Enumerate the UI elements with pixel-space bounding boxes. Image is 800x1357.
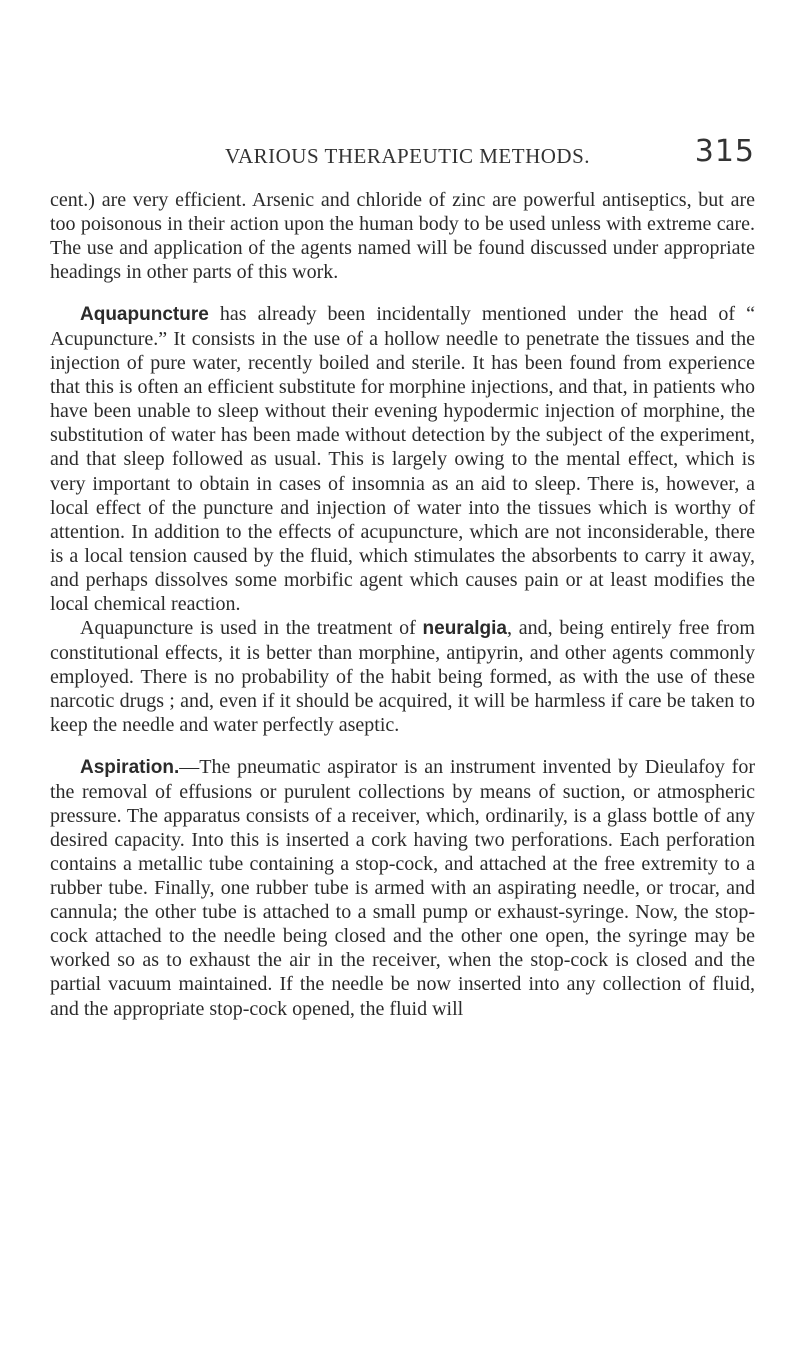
book-page	[50, 0, 755, 1357]
paragraph-text: —The pneumatic aspirator is an instrument invented by Dieulafoy for the removal of effusions or purulent collections by means of suction, or atmospheric pressure. The apparatus consists of a receiver, which, ordinarily, is a glass bottle of any desired capacity. Into this is inserted a cork having two perforations. Each perforation contains a metallic tube containing a stop-cock, and attached at the free extremity to a rubber tube. Finally, one rubber tube is armed with an aspirating needle, or trocar, and cannula; the other tube is attached to a small pump or exhaust-syringe. Now, the stop-cock attached to the needle being closed and the other one open, the syringe may be worked so as to exhaust the air in the receiver, when the stop-cock is closed and the partial vacuum maintained. If the needle be now inserted into any collection of fluid, and the appropriate stop-cock opened, the fluid will	[50, 756, 755, 1020]
paragraph-text: has already been incidentally mentioned under the head of “ Acupuncture.” It consists in the use of a hollow needle to penetrate the tissues and the injection of pure water, recently boiled and sterile. It has been found from experience that this is often an efficient substitute for morphine injections, and that, in patients who have been unable to sleep without their evening hypodermic injection of morphine, the substitution of water has been made without detection by the subject of the experiment, and that sleep followed as usual. This is largely owing to the mental effect, which is very important to obtain in cases of insomnia as an aid to sleep. There is, however, a local effect of the puncture and injection of water into the tissues which is worthy of attention. In addition to the effects of acupuncture, which are not inconsiderable, there is a local tension caused by the fluid, which stimulates the absorbents to carry it away, and perhaps dissolves some morbific agent which causes pain or at least modifies the local chemical reaction.	[50, 303, 755, 615]
paragraph-aspiration	[50, 755, 755, 1021]
page-number: 315	[694, 134, 755, 169]
paragraph-aquapuncture-neuralgia	[50, 616, 755, 737]
running-title: VARIOUS THERAPEUTIC METHODS.	[225, 144, 591, 168]
paragraph-text: , and, being entirely free from constitutional effects, it is better than morphine, antipyrin, and other agents commonly employed. There is no probability of the habit being formed, as with the use of these narcotic drugs ; and, even if it should be acquired, it will be harmless if care be taken to keep the needle and water perfectly aseptic.	[50, 616, 755, 736]
paragraph-aquapuncture	[50, 302, 755, 616]
paragraph-antiseptics	[50, 188, 755, 284]
body-text	[50, 188, 755, 1021]
section-heading-aquapuncture: Aquapuncture	[80, 304, 209, 326]
section-heading-aspiration: Aspiration.	[80, 757, 180, 779]
emphasis-neuralgia: neuralgia	[422, 617, 508, 639]
running-head	[50, 134, 755, 174]
paragraph-text: Aquapuncture is used in the treatment of	[80, 616, 423, 639]
paragraph-text: cent.) are very efficient. Arsenic and chloride of zinc are powerful antiseptics, but are too poisonous in their action upon the human body to be used unless with extreme care. The use and application of the agents named will be found discussed under appropriate headings in other parts of this work.	[50, 189, 755, 284]
